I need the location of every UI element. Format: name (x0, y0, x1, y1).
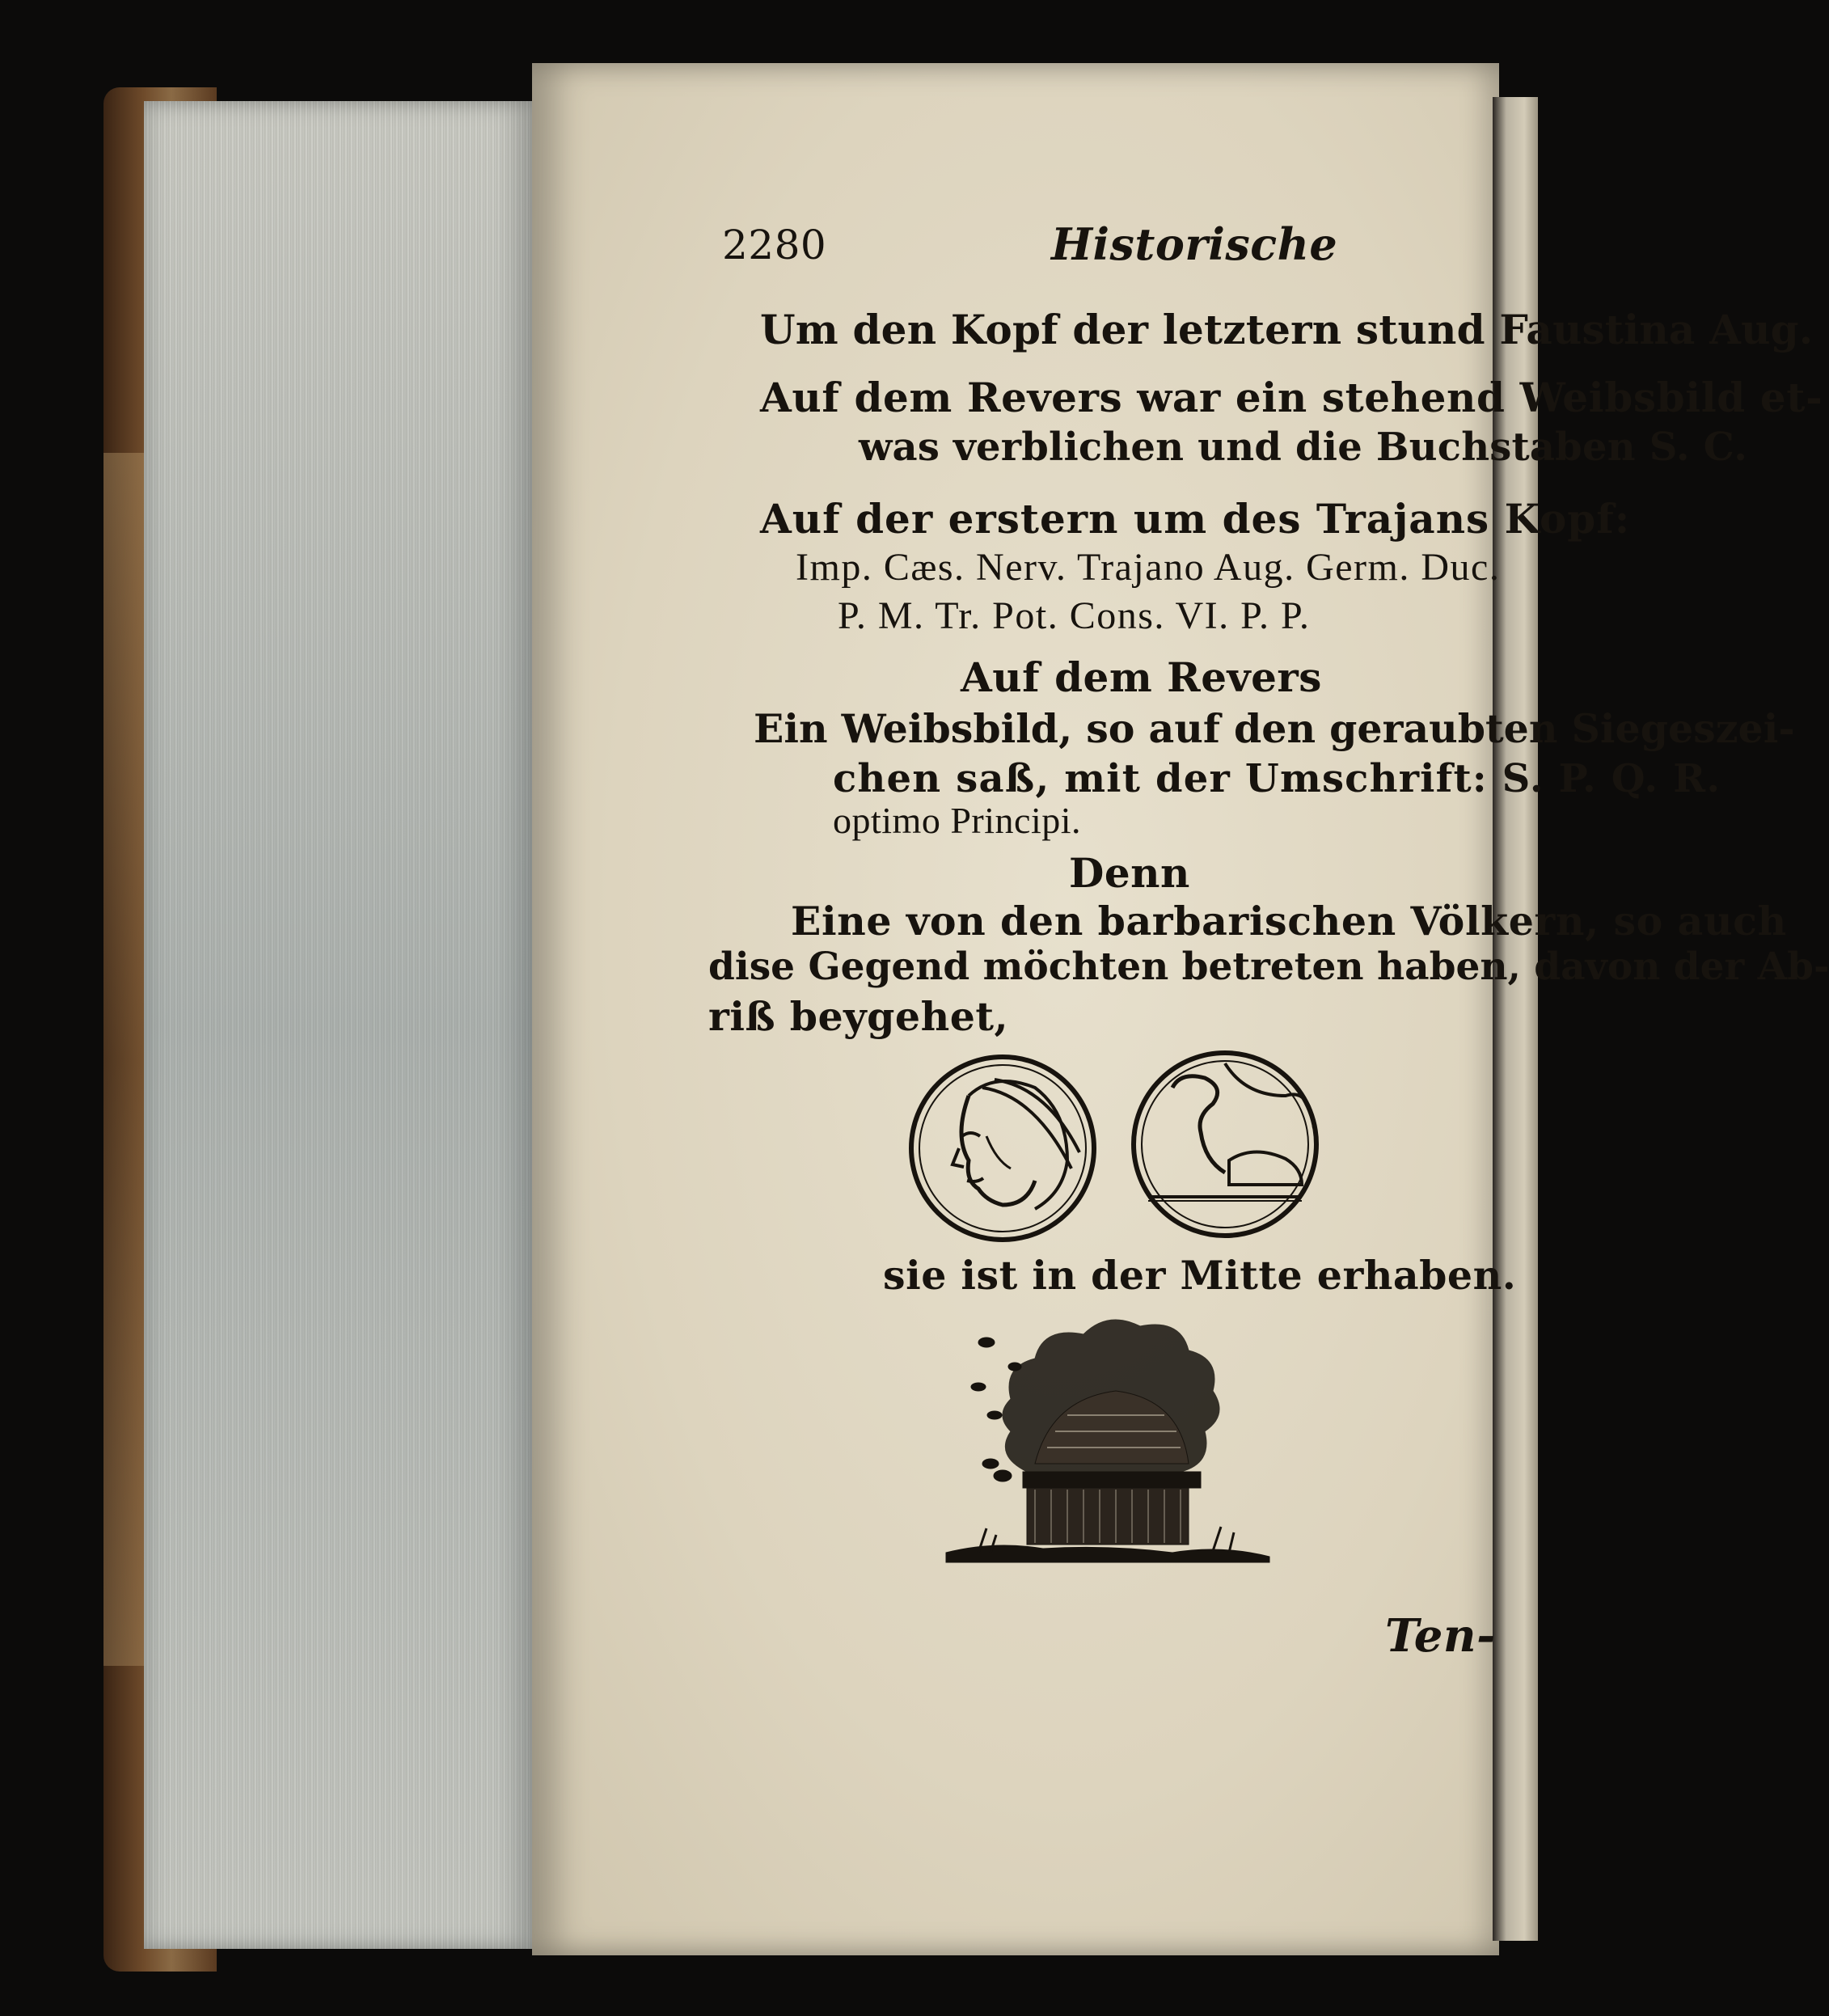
text-line-9: chen saß, mit der Umschrift: S. P. Q. R. (833, 756, 1721, 801)
text-line-13: dise Gegend möchten betreten haben, davon der Ab- (708, 945, 1829, 989)
text-line-4: Auf der erstern um des Trajans Kopf: (760, 495, 1631, 543)
text-line-6: P. M. Tr. Pot. Cons. VI. P. P. (838, 594, 1311, 637)
text-line-1: Um den Kopf der letztern stund Faustina Aug. (760, 306, 1814, 353)
two-coin-engraving (906, 1039, 1326, 1257)
text-line-15: sie ist in der Mitte erhaben. (883, 1252, 1517, 1299)
ground (946, 1545, 1269, 1562)
text-line-5: Imp. Cæs. Nerv. Trajano Aug. Germ. Duc. (796, 546, 1501, 589)
text-line-10: optimo Principi. (833, 800, 1081, 841)
text-line-3: was verblichen und die Buchstaben S. C. (859, 425, 1748, 470)
text-line-14: riß beygehet, (708, 993, 1009, 1040)
text-line-12: Eine von den barbarischen Völkern, so auch (791, 898, 1787, 945)
page-number: 2280 (722, 222, 827, 268)
coin-reverse-figure (1134, 1053, 1316, 1236)
beehive-vignette (946, 1310, 1269, 1601)
text-line-2: Auf dem Revers war ein stehend Weibsbild et- (760, 374, 1823, 421)
running-head: Historische (1051, 218, 1338, 270)
hive-stand (1023, 1472, 1201, 1488)
text-line-8: Ein Weibsbild, so auf den geraubten Siegeszei- (754, 705, 1795, 752)
text-line-11: Denn (1069, 849, 1190, 897)
catchword: Ten- (1385, 1609, 1496, 1663)
page-block-shadow (144, 101, 532, 1949)
text-line-7: Auf dem Revers (961, 653, 1322, 701)
coin-obverse-head (911, 1057, 1094, 1240)
